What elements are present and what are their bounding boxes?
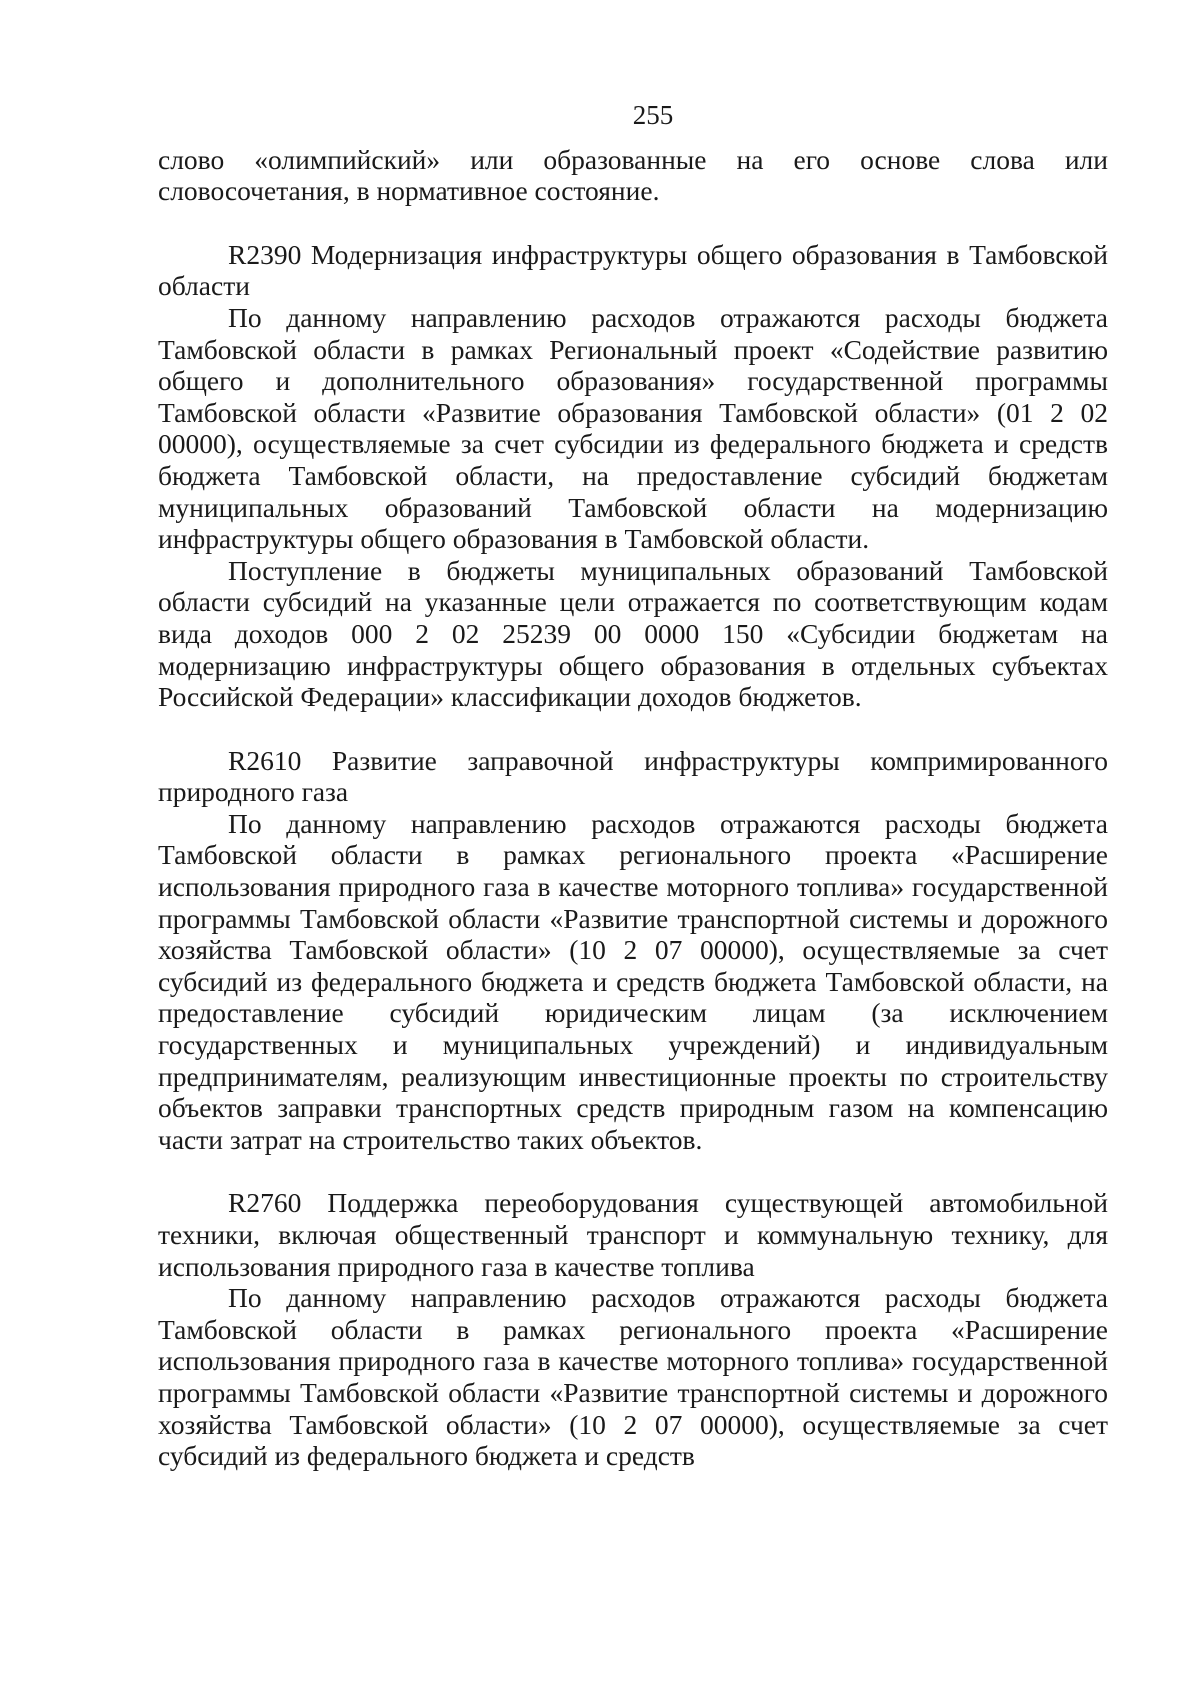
section-r2610-paragraph-1: По данному направлению расходов отражаются расходы бюджета Тамбовской области в рамках регионального проекта «Расширение использования природного газа в качестве моторного топлива» государственной программы Тамбовской области «Развитие транспортной системы и дорожного хозяйства Тамбовской области» (10 2 07 00000), осуществляемые за счет субсидий из федерального бюджета и средств бюджета Тамбовской области, на предоставление субсидий юридическим лицам (за исключением государственных и муниципальных учреждений) и индивидуальным предпринимателям, реализующим инвестиционные проекты по строительству объектов заправки транспортных средств природным газом на компенсацию части затрат на строительство таких объектов.	[158, 807, 1108, 1155]
section-heading-r2760: R2760 Поддержка переоборудования существующей автомобильной техники, включая общественный транспорт и коммунальную технику, для использования природного газа в качестве топлива	[158, 1187, 1108, 1282]
section-r2390-paragraph-2: Поступление в бюджеты муниципальных образований Тамбовской области субсидий на указанные цели отражается по соответствующим кодам вида доходов 000 2 02 25239 00 0000 150 «Субсидии бюджетам на модернизацию инфраструктуры общего образования в отдельных субъектах Российской Федерации» классификации доходов бюджетов.	[158, 554, 1108, 713]
page-number: 255	[632, 100, 674, 130]
document-body	[158, 100, 1108, 1472]
section-r2760-paragraph-1: По данному направлению расходов отражаются расходы бюджета Тамбовской области в рамках регионального проекта «Расширение использования природного газа в качестве моторного топлива» государственной программы Тамбовской области «Развитие транспортной системы и дорожного хозяйства Тамбовской области» (10 2 07 00000), осуществляемые за счет субсидий из федерального бюджета и средств	[158, 1282, 1108, 1472]
section-heading-r2610: R2610 Развитие заправочной инфраструктуры компримированного природного газа	[158, 744, 1108, 808]
intro-paragraph: слово «олимпийский» или образованные на его основе слова или словосочетания, в нормативное состояние.	[158, 143, 1108, 207]
section-r2390-paragraph-1: По данному направлению расходов отражаются расходы бюджета Тамбовской области в рамках Региональный проект «Содействие развитию общего и дополнительного образования» государственной программы Тамбовской области «Развитие образования Тамбовской области» (01 2 02 00000), осуществляемые за счет субсидии из федерального бюджета и средств бюджета Тамбовской области, на предоставление субсидий бюджетам муниципальных образований Тамбовской области на модернизацию инфраструктуры общего образования в Тамбовской области.	[158, 301, 1108, 555]
section-heading-r2390: R2390 Модернизация инфраструктуры общего образования в Тамбовской области	[158, 238, 1108, 302]
